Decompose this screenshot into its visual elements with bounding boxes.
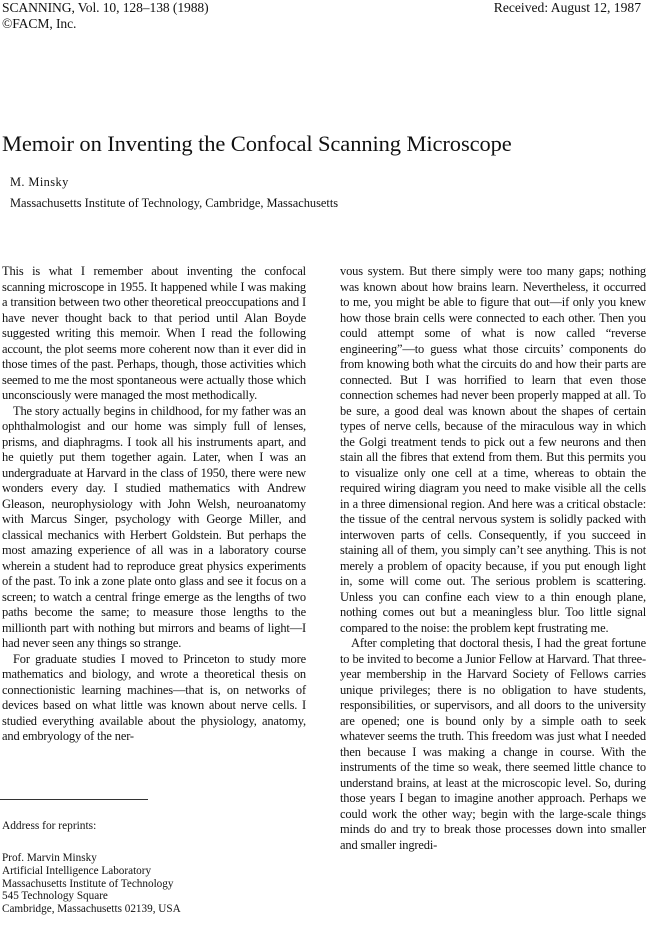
paragraph: This is what I remember about inventing the confocal scanning microscope in 1955. It happened while I was making a transition between two other theoretical preoccupations and I have never thought back to that period until Alan Boyde suggested writing this memoir. When I read the following account, the plot seems more coherent now than it ever did in those times of the past. Perhaps, though, those activities which seemed to me the most spontaneous were actually those which unconsciously were managed the most methodically. [2, 264, 306, 402]
paragraph: The story actually begins in childhood, for my father was an ophthalmologist and our home was simply full of lenses, prisms, and diaphragms. I took all his instruments apart, and he quietly put them together again. Later, when I was an undergraduate at Harvard in the class of 1950, there were new wonders every day. I studied mathematics with Andrew Gleason, neurophysiology with John Welsh, neuroanatomy with Marcus Singer, psychology with George Miller, and classical mechanics with Herbert Goldstein. But perhaps the most amazing experience of all was in a laboratory course wherein a student had to reproduce great physics experiments of the past. To ink a zone plate onto glass and see it focus on a screen; to watch a central fringe emerge as the lengths of two paths become the same; to measure those lengths to the millionth part with nothing but mirrors and beams of light—I had never seen any things so strange. [2, 403, 306, 650]
right-column [340, 264, 646, 853]
address-line: Artificial Intelligence Laboratory [2, 864, 152, 877]
journal-citation: SCANNING, Vol. 10, 128–138 (1988) [2, 0, 209, 15]
journal-header [2, 0, 209, 32]
paragraph: vous system. But there simply were too many gaps; nothing was known about how brains learn. Nevertheless, it occurred to me, you might be able to figure that out—if only you knew how those brain cells were connected to each other. Then you could attempt some of what is now called “reverse engineering”—to guess what those circuits’ components do from knowing both what the circuits do and how their parts are connected. But I was horrified to learn that even those connection schemes had never been properly mapped at all. To be sure, a good deal was known about the shapes of certain types of nerve cells, because of the miraculous way in which the Golgi treatment tends to pick out a few neurons and then stain all the fibres that extend from them. But this permits you to visualize only one cell at a time, whereas to obtain the required wiring diagram you need to make visible all the cells in a three dimensional region. And here was a critical obstacle: the tissue of the central nervous system is solidly packed with interwoven parts of cells. Consequently, if you succeed in staining all of them, you simply can’t see anything. This is not merely a problem of opacity because, if you put enough light in, some will come out. The serious problem is scattering. Unless you can confine each view to a thin enough plane, nothing comes out but a meaningless blur. Too little signal compared to the noise: the problem kept frustrating me. [340, 264, 646, 635]
address-line: 545 Technology Square [2, 890, 108, 903]
address-line: Cambridge, Massachusetts 02139, USA [2, 903, 181, 916]
received-date: Received: August 12, 1987 [493, 0, 641, 15]
address-line: Massachusetts Institute of Technology [2, 877, 174, 890]
footnote-divider [0, 799, 148, 800]
article-title: Memoir on Inventing the Confocal Scanning Microscope [2, 131, 512, 156]
reprint-address [2, 852, 181, 916]
address-line: Prof. Marvin Minsky [2, 852, 97, 864]
reprint-heading: Address for reprints: [2, 820, 97, 832]
copyright-line: ©FACM, Inc. [2, 16, 77, 31]
author-affiliation: Massachusetts Institute of Technology, Cambridge, Massachusetts [10, 196, 339, 210]
paragraph: After completing that doctoral thesis, I had the great fortune to be invited to become a Junior Fellow at Harvard. That three-year membership in the Harvard Society of Fellows carries unique privileges; there is no obligation to have students, responsibilities, or supervisors, and all doors to the university are opened; one is bound only by a simple oath to seek whatever seems the truth. This freedom was just what I needed then because I was making a change in course. With the instruments of the time so weak, there seemed little chance to understand brains, at least at the microscopic level. So, during those years I began to imagine another approach. Perhaps we could work the other way; begin with the large-scale things minds do and try to break those processes down into smaller and smaller ingredi- [340, 636, 646, 852]
left-column [2, 264, 306, 745]
paragraph: For graduate studies I moved to Princeton to study more mathematics and biology, and wrote a theoretical thesis on connectionistic learning machines—that is, on networks of devices based on what little was known about nerve cells. I studied everything available about the physiology, anatomy, and embryology of the ner- [2, 651, 306, 743]
author-name: M. Minsky [10, 175, 69, 189]
